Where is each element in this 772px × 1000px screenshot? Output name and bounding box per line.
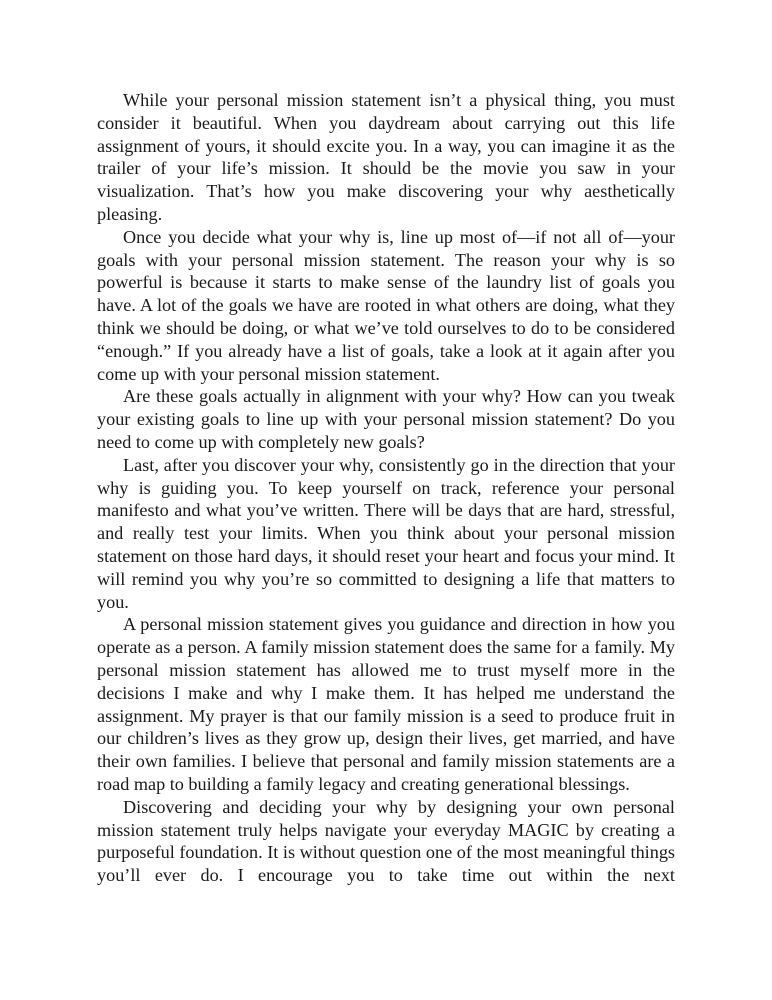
paragraph-family-mission: A personal mission statement gives you guidance and direction in how you operate as a person. A family mission statement does the same for a family. My personal mission statement has allowed me to trust myself more in the decisions I make and why I make them. It has helped me understand the assignment. My prayer is that our family mission is a seed to produce fruit in our children’s lives as they grow up, design their lives, get married, and have their own families. I believe that personal and family mission statements are a road map to building a family legacy and creating generational blessings. [97,614,675,794]
paragraph-align-goals: Once you decide what your why is, line up most of—if not all of—your goals with your personal mission statement. The reason your why is so powerful is because it starts to make sense of the laundry list of goals you have. A lot of the goals we have are rooted in what others are doing, what they think we should be doing, or what we’ve told ourselves to do to be considered “enough.” If you already have a list of goals, take a look at it again after you come up with your personal mission statement. [97,226,675,384]
paragraph-alignment-questions: Are these goals actually in alignment with your why? How can you tweak your existing goals to line up with your personal mission statement? Do you need to come up with completely new goals? [97,386,675,452]
paragraph-stay-on-track: Last, after you discover your why, consistently go in the direction that your why is guiding you. To keep yourself on track, reference your personal manifesto and what you’ve written. There will be days that are hard, stressful, and really test your limits. When you think about your personal mission statement on those hard days, it should reset your heart and focus your mind. It will remind you why you’re so committed to designing a life that matters to you. [97,454,675,612]
document-page [97,89,675,887]
paragraph-aesthetic-mission: While your personal mission statement isn’t a physical thing, you must consider it beautiful. When you daydream about carrying out this life assignment of yours, it should excite you. In a way, you can imagine it as the trailer of your life’s mission. It should be the movie you saw in your visualization. That’s how you make discovering your why aesthetically pleasing. [97,90,675,224]
paragraph-discovering-why: Discovering and deciding your why by designing your own personal mission statement truly helps navigate your everyday MAGIC by creating a purposeful foundation. It is without question one of the most meaningful things you’ll ever do. I encourage you to take time out within the next [97,796,675,886]
